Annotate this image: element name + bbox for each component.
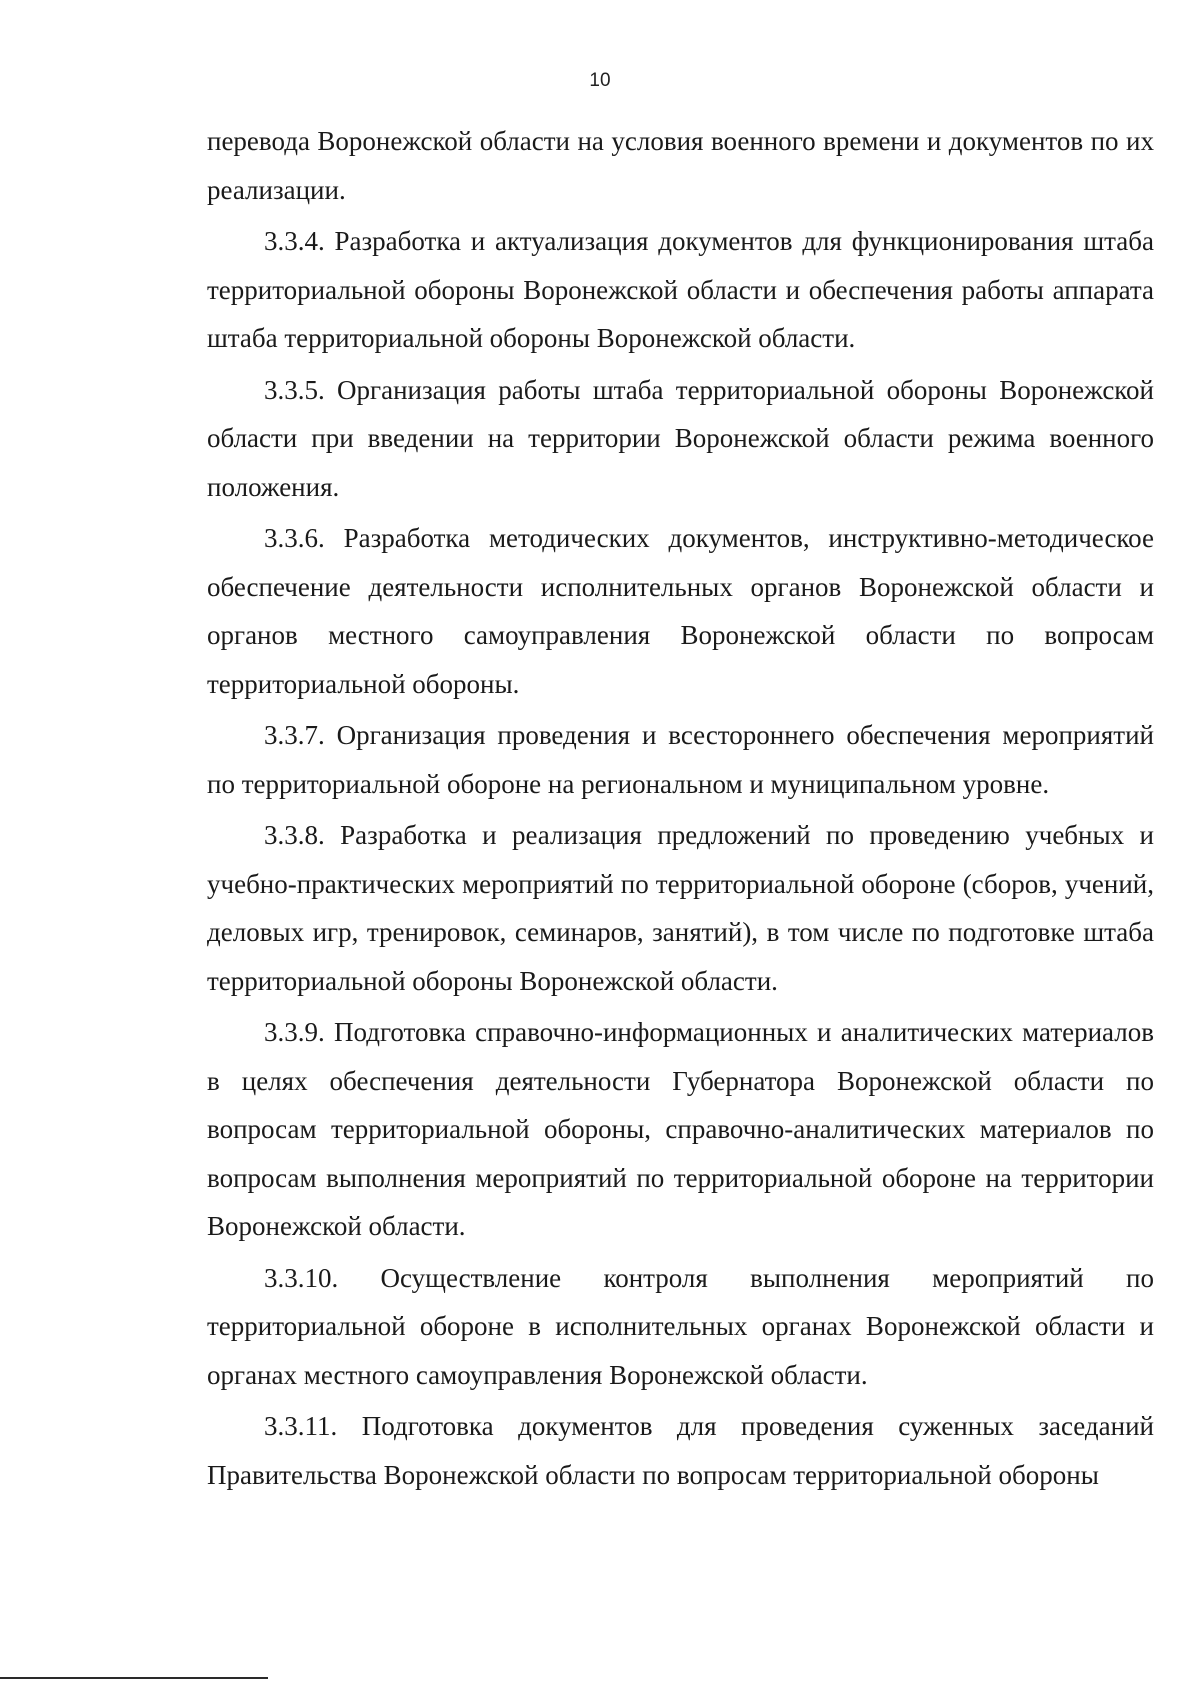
bottom-divider-line (0, 1677, 268, 1679)
paragraph-continuation: перевода Воронежской области на условия военного времени и документов по их реализации. (207, 126, 1154, 205)
paragraph-3-3-5: 3.3.5. Организация работы штаба территориальной обороны Воронежской области при введении на территории Воронежской области режима военного положения. (207, 374, 1154, 502)
paragraph-3-3-11: 3.3.11. Подготовка документов для проведения суженных заседаний Правительства Воронежской области по вопросам территориальной обороны (207, 1411, 1154, 1490)
paragraph-3-3-8: 3.3.8. Разработка и реализация предложений по проведению учебных и учебно-практических мероприятий по территориальной обороне (сборов, учений, деловых игр, тренировок, семинаров, занятий), в том числе по подготовке штаба территориальной обороны Воронежской области. (207, 820, 1154, 996)
page-number: 10 (589, 70, 611, 91)
paragraph-3-3-10: 3.3.10. Осуществление контроля выполнения мероприятий по территориальной обороне в исполнительных органах Воронежской области и органах местного самоуправления Воронежской области. (207, 1262, 1154, 1390)
document-body (207, 117, 1154, 1502)
paragraph-3-3-7: 3.3.7. Организация проведения и всестороннего обеспечения мероприятий по территориальной обороне на региональном и муниципальном уровне. (207, 720, 1154, 799)
paragraph-3-3-6: 3.3.6. Разработка методических документов, инструктивно-методическое обеспечение деятельности исполнительных органов Воронежской области и органов местного самоуправления Воронежской области по вопросам территориальной обороны. (207, 523, 1154, 699)
paragraph-3-3-4: 3.3.4. Разработка и актуализация документов для функционирования штаба территориальной обороны Воронежской области и обеспечения работы аппарата штаба территориальной обороны Воронежской области. (207, 226, 1154, 353)
paragraph-3-3-9: 3.3.9. Подготовка справочно-информационных и аналитических материалов в целях обеспечения деятельности Губернатора Воронежской области по вопросам территориальной обороны, справочно-аналитических материалов по вопросам выполнения мероприятий по территориальной обороне на территории Воронежской области. (207, 1017, 1154, 1241)
